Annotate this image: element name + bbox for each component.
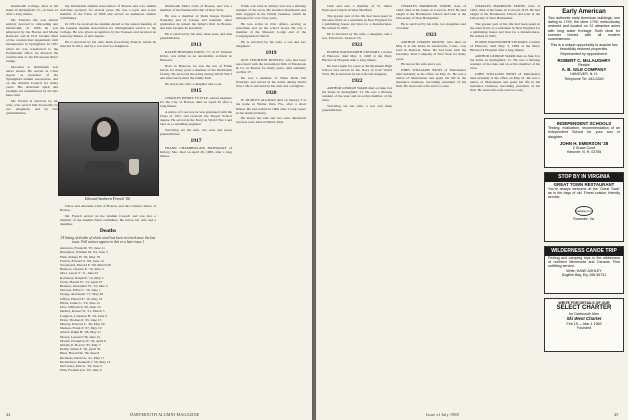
paragraph: He had taught for years at the Plymouth High School and served in the Navy in both World Wars. He is survived by his wife and daughter. bbox=[322, 63, 392, 76]
death-entry: Bennett, Alexander W. '14, June 4 bbox=[60, 284, 108, 289]
paragraph: He was active in civic affairs, serving as selectman and on the school board. He was a member of the Masonic Lodge and of the Congregational Church. bbox=[236, 21, 306, 39]
paragraph: H. DUDLEY ALLMAN died on January 3 at his home in Winter Park, Fla., after a short illness. He had retired in 1960 after a long career in the textile industry. bbox=[236, 98, 306, 115]
paragraph: FRANK CHAMBERLAIN HATHAWAY of Kittery, Me., died on April 29, 1968, after a long illness. bbox=[160, 145, 232, 159]
ad-independent-schools[interactable] bbox=[544, 118, 624, 168]
paragraph: He is survived by his wife, three sons, and nine grandchildren. bbox=[160, 31, 232, 40]
ad-agent-role: Realtor bbox=[578, 63, 590, 68]
death-entry: Murray, Edward C. '26, May 29 bbox=[60, 321, 105, 326]
ad-dates: Feb 15 — Mar 1 1969 bbox=[566, 321, 602, 326]
ad-city: Roanoke, Va. bbox=[573, 217, 595, 222]
paragraph: JOHN WILLIAMS BUSH of Manchester died suddenly at his office on May 21. He was a native of Manchester and spent his life in the insurance business, becoming president of his firm. He leaves his wife and two sons. bbox=[470, 71, 540, 93]
death-entry: Dudley, Robert W. '21, March 5 bbox=[60, 309, 105, 314]
death-entry: Finn, Frederick A. '65, June 6 bbox=[60, 368, 102, 373]
left-column-3 bbox=[160, 4, 232, 410]
paragraph: ROY LEIGHTON BOWLES, who had been associated with the investment firm of Estabrook & Co. in Boston for many years, died suddenly on May 27. bbox=[236, 58, 306, 75]
death-entry: Langlois, Laurence B. '24, June 3 bbox=[60, 313, 107, 318]
paragraph: CHARLES HARRISON SMITH, class of 1923, died at his home in Concord, N.H. He had taught at the Holderness School and later at the University of New Hampshire. bbox=[470, 4, 540, 21]
paragraph: CHARLES HENRY TUTTLE, retired engineer for the City of Boston, died on April 20 after a long illness. bbox=[160, 95, 232, 109]
ad-name: JOHN H. EMERSON '38 bbox=[559, 140, 609, 146]
class-year-heading: 1920 bbox=[265, 90, 277, 97]
left-column-4 bbox=[236, 4, 306, 410]
ad-tag: Ski West Charter bbox=[566, 316, 602, 322]
death-entry: Houghton, William M. '03, June 3 bbox=[60, 250, 108, 255]
paragraph: ARTHUR GEORGE WARD died on June 6 at his home in Springfield, Vt. He was a lifelong resident of the state and an active member of his class. bbox=[470, 53, 540, 71]
death-entry: French, Edward S. '06, June 14 bbox=[60, 258, 104, 263]
magazine-title: DARTMOUTH ALUMNI MAGAZINE bbox=[130, 412, 200, 417]
death-entry: Morey, Leonard '30, June 12 bbox=[60, 334, 101, 339]
ad-stop-virginia[interactable] bbox=[544, 172, 624, 242]
paragraph: Dartmouth College, died at his home in Springfield, Vt., on June 14 after a long illness. bbox=[6, 4, 58, 17]
right-column-2 bbox=[396, 4, 466, 410]
paragraph: He is survived by his wife, a daughter, and a son, Edward A. Jackson '53. bbox=[322, 31, 392, 40]
class-year-heading: 1919 bbox=[265, 50, 277, 57]
death-entry: Flint, Sidney H. '04, May 18 bbox=[60, 254, 100, 259]
paragraph: He leaves his wife and a son. bbox=[401, 62, 442, 67]
ad-address: Dogfish Bay, Ely, MN 55731 bbox=[561, 273, 607, 278]
paragraph: ELMER WADSWORTH STEWART, a native of Hanover, died May 3, 1968 at the Mary Hitchcock Hospital after a long illness. bbox=[322, 49, 392, 63]
class-year-heading: 1917 bbox=[190, 137, 202, 144]
deaths-heading: Deaths bbox=[99, 228, 117, 235]
death-entry: Newton, Elliot C. '16, June 1 bbox=[60, 288, 101, 293]
paragraph: Frank was born in Kittery and was a lifelong resident of the town. He attended Dartmouth and then engaged in the family business, which he managed for over forty years. bbox=[236, 4, 306, 21]
holiday-inn-logo-icon: Holiday Inn bbox=[575, 206, 593, 216]
right-column-1 bbox=[322, 4, 392, 410]
paragraph: He is survived by his wife, Ruth (Goodwin) French, whom he married in 1912, and by a son and two daughters. bbox=[60, 39, 156, 49]
class-year-heading: 1915 bbox=[190, 87, 202, 94]
death-entry: Allard, Ralph H. '28, May 21 bbox=[60, 330, 101, 335]
photo-hand bbox=[85, 161, 125, 177]
paragraph: He is survived by his wife, two daughters and a brother. bbox=[396, 21, 466, 31]
death-entry: Dow, William P. '20, June 10 bbox=[60, 305, 101, 310]
ad-line: for Dartmouth Men bbox=[569, 312, 599, 317]
paragraph: Dartmouth Men's Club of Boston, and was a member of the Dartmouth Club of New York. bbox=[160, 4, 232, 13]
paragraph: A native of Concord, he was graduated with the Class of 1915 and received the Thayer School degree. He served in the Navy in World War I and later as a consulting engineer. bbox=[160, 109, 232, 127]
paragraph: ARTHUR GEORGE WARD died on June 6 at his home in Springfield, Vt. He was a lifelong resident of the state and an active member of his class. bbox=[322, 86, 392, 103]
page-number-right: 45 bbox=[614, 412, 619, 417]
ad-address: Hanover, N. H. 03755 bbox=[566, 150, 602, 155]
ad-line: This is a unique opportunity to acquire two beautifully restored properties. bbox=[550, 43, 618, 52]
death-entry: Hicks, James L. '19, June 12 bbox=[60, 300, 100, 305]
ad-subtitle: SELECT CHARTER bbox=[556, 305, 612, 312]
paragraph: The greater part of his life had been spent in the sales field; as a salesman in New England for a publishing house and later for a manufacturer. He retired in 1965. bbox=[322, 13, 392, 31]
left-page bbox=[0, 0, 312, 420]
paragraph: He is survived by his wife, a son and two daughters. bbox=[236, 39, 306, 49]
issue-date: Issue of July 1968 bbox=[426, 412, 459, 417]
ad-body: Fishing and camping trips in the wilderness of northern Minnesota and Canada. Fine outfitting service. bbox=[548, 255, 620, 268]
death-entry: Nielsen, Frank P. '27, May 10 bbox=[60, 326, 102, 331]
class-year-heading: 1922 bbox=[351, 78, 363, 85]
death-entry: McCreery, Paul G. '52, June 5 bbox=[60, 363, 103, 368]
ad-body: You're always welcome at the 'Great Town' as in the days of old. Finest cuisine, friendly service. bbox=[548, 186, 620, 200]
death-entry: Richardson, Kenneth J. '50, May 13 bbox=[60, 359, 111, 364]
death-entry: Woodward, Harold E. '08, March 20 bbox=[60, 263, 111, 268]
death-entry: Drew, Thomas P. '25, June 15 bbox=[60, 317, 102, 322]
paragraph: In 1951 he received the Alumni Award at the annual meeting of the General Alumni Association for distinguished service to the College. He was given recognition by the Trustees and received an honorary Master of Arts degree. bbox=[60, 21, 156, 39]
death-entry: Jaffrey, Harold E. '18, May 31 bbox=[60, 296, 103, 301]
paragraph: the Dartmouth Alumni Association of Boston and was alumni activities secretary for several years. He was a loyal and active member of the Class of 1906 and served on numerous alumni committees. bbox=[60, 4, 156, 21]
photo-trophy bbox=[129, 159, 139, 175]
death-entry: Ober, Lewis T. '11, June 22 bbox=[60, 271, 99, 276]
ad-title: WILDERNESS CANOE TRIP bbox=[545, 247, 623, 256]
paragraph: RALPH HOWARD DAVIS, 77, of 47 Valentin Drive, was killed in an automobile accident in Hanover. bbox=[160, 49, 232, 63]
paragraph: Mr. French is survived by his wife, who served him devotedly; by two daughters; and by five grandchildren. bbox=[6, 98, 58, 116]
ad-body: Two authentic early American buildings, one dating to 1799, the other 1790, meticulously restored and located on 12 attractive acres with long water frontage. Both ideal for summer homes with all modern conveniences. bbox=[548, 16, 620, 42]
paragraph: Devotion to Dartmouth was never absent. He served as Class Agent, as president of the Springfield alumni association, and on the Alumni Council for many years. His dedicated spirit and example are remembered by all who knew him. bbox=[6, 64, 58, 98]
photo-face bbox=[97, 121, 111, 137]
paragraph: The greater part of his life had been spent in the sales field; as a salesman in New England for a publishing house and later for a manufacturer. He retired in 1965. bbox=[470, 21, 540, 39]
left-column-2-lower bbox=[60, 204, 156, 414]
ad-city: HANOVER, N. H. bbox=[570, 72, 598, 77]
right-column-3 bbox=[470, 4, 540, 410]
ad-subtitle: GREAT TOWN RESTAURANT bbox=[553, 181, 615, 187]
portrait-photo bbox=[58, 102, 159, 196]
ad-title: WRITE FOR DETAILS OF OUR bbox=[558, 301, 610, 305]
death-entry: Dodge, Alexander '17, May 26 bbox=[60, 292, 104, 297]
death-entry: Martin, P. Proctor '35, May 7 bbox=[60, 342, 101, 347]
death-entry: Barstow, Charles E. '10, May 2 bbox=[60, 267, 104, 272]
ad-address: 2 Grace Court bbox=[572, 146, 596, 151]
death-entry: Richards, David A. '41, May 17 bbox=[60, 355, 105, 360]
paragraph: He leaves his wife and two sons. Memorial services were held in Winter Park. bbox=[236, 116, 306, 125]
paragraph: Club and also a member of St. John's Episcopal Church in West Medford. bbox=[322, 4, 392, 13]
ad-firm: A. B. GILE COMPANY bbox=[561, 67, 607, 73]
ad-phone: Telephone Tel. 643-4340 bbox=[564, 76, 604, 81]
death-entry: Robinson, Ralph B. '12, May 5 bbox=[60, 275, 104, 280]
paragraph: He leaves his wife, a daughter and a son. bbox=[165, 81, 223, 86]
class-year-heading: 1923 bbox=[425, 32, 437, 39]
ad-title: Early American bbox=[562, 9, 606, 15]
paragraph: Born in Hanover, he was the son of Frank Davis, for many years a member of the Dartmouth faculty. He served in the Army during World War I and afterward joined the family firm. bbox=[160, 63, 232, 81]
ad-wilderness-canoe[interactable] bbox=[544, 246, 624, 294]
paragraph: ARTHUR CHAPIN MOUSE, who died on May 6 at his home in Greenwich, Conn., was born in Danvers, Mass. He had been with the Guaranty Trust Company of New York for many years. bbox=[396, 40, 466, 61]
ad-line: Represented by appointment: bbox=[560, 51, 608, 56]
page-number-left: 44 bbox=[6, 412, 11, 417]
paragraph: Mr. French's life was almost entirely devoted to railroading and Dartmouth; in 1906 he was employed by the Boston and Maine Railroad, and in 1911 became chief of the construction department with headquarters in Springfield. In 1937 when he was transferred to the Portsmouth office, he directed the construction of the Piscataqua River bridge. bbox=[6, 17, 58, 63]
paragraph: He was a member of Delta Kappa Epsilon fraternity and of Casque and Gauntlet. After graduation he joined his father's firm in Boston, and later became its president. bbox=[160, 13, 232, 31]
paragraph: He was a member of Theta Delta Chi fraternity and served in the Army during World War I. He is survived by his wife and a daughter. bbox=[236, 76, 306, 89]
ad-early-american[interactable] bbox=[544, 6, 624, 114]
death-entry: Hunt, Harold M. '39, June 8 bbox=[60, 351, 100, 356]
paragraph: Mr. French served on the Alumni Council and was also a member of the Alumni Fund committee. He leaves his wife and a daughter. bbox=[60, 213, 156, 226]
ad-body: Testing, evaluation, recommendation of an Independent School for your son or daughter. bbox=[548, 126, 620, 139]
paragraph: CHARLES HARRISON SMITH, class of 1923, died at his home in Concord, N.H. He had taught at the Holderness School and later at the University of New Hampshire. bbox=[396, 4, 466, 21]
ad-title: STOP BY IN VIRGINIA bbox=[545, 173, 623, 182]
class-year-heading: 1913 bbox=[190, 41, 202, 48]
left-column-1 bbox=[6, 4, 58, 410]
right-page bbox=[316, 0, 628, 420]
death-entry: Clark, Harold W. '13, April 27 bbox=[60, 279, 103, 284]
deaths-intro: [A listing of deaths of which word has been received since the last issue. Full notices appear in this or a later issue.] bbox=[60, 236, 156, 245]
left-column-2-top bbox=[60, 4, 156, 100]
death-entry: Reilly, James F. '36, April 30 bbox=[60, 347, 101, 352]
ad-contact: Write: HANK ASHLEY bbox=[566, 269, 602, 274]
paragraph: ELMER WADSWORTH STEWART, a native of Hanover, died May 3, 1968 at the Mary Hitchcock Hospital after a long illness. bbox=[470, 39, 540, 53]
ad-agent: ROBERT C. McLAUGHRY bbox=[557, 57, 611, 63]
paragraph: Surviving are his wife, a son and three grandchildren. bbox=[322, 104, 392, 113]
ad-title: INDEPENDENT SCHOOLS bbox=[556, 121, 612, 126]
ad-select-charter[interactable] bbox=[544, 298, 624, 352]
photo-caption: Edward Sanborn French '06 bbox=[84, 196, 131, 201]
paragraph: Union and Alternate Club of Boston, and the Collister Junior of Boston. bbox=[60, 204, 156, 213]
paragraph: JOHN WILLIAMS BUSH of Manchester died suddenly at his office on May 21. He was a native of Manchester and spent his life in the insurance business, becoming president of his firm. He leaves his wife and two sons. bbox=[396, 67, 466, 89]
ad-footer: Founded bbox=[576, 325, 592, 330]
class-year-heading: 1921 bbox=[351, 41, 363, 48]
paragraph: Surviving are his wife, two sons and seven grandchildren. bbox=[160, 127, 232, 136]
death-entry: Martin, Frederick W. '34, April 8 bbox=[60, 338, 106, 343]
death-entry: Andrews, Frank M. '97, June 11 bbox=[60, 246, 105, 251]
